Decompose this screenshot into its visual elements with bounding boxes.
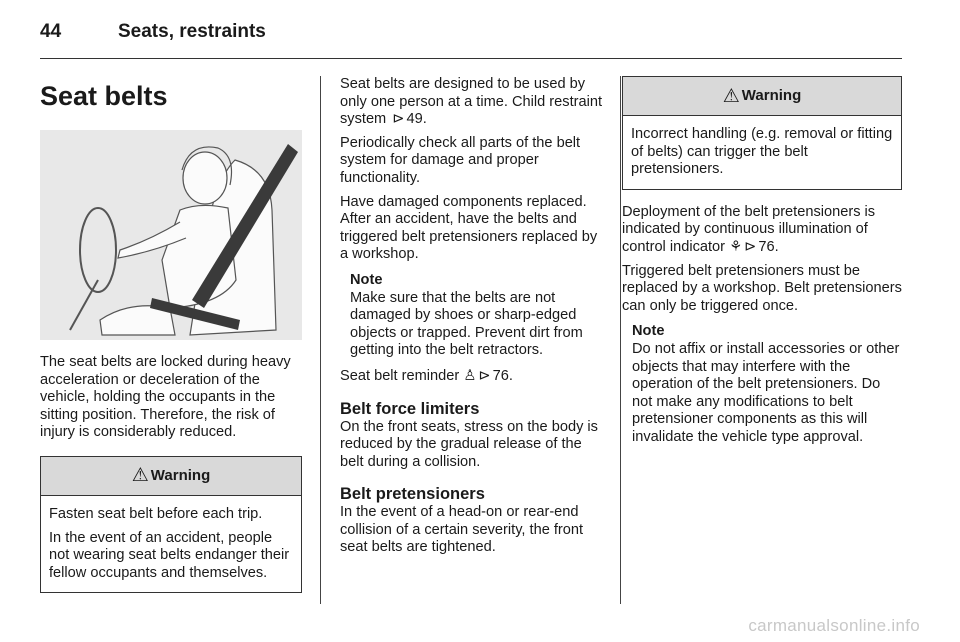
paragraph: Periodically check all parts of the belt system for damage and proper functionality. — [340, 134, 581, 186]
reference-arrow-icon: ⊳ — [744, 238, 757, 255]
warning-body — [41, 496, 301, 592]
reference-arrow-icon: ⊳ — [478, 367, 491, 384]
page-reference: 76. — [492, 367, 513, 384]
paragraph: On the front seats, stress on the body is reduced by the gradual release of the belt during a collision. — [340, 418, 598, 470]
reference-arrow-icon: ⊳ — [392, 111, 405, 128]
paragraph: Triggered belt pretensioners must be replaced by a workshop. Belt pretensioners can only be triggered once. — [622, 262, 902, 314]
note-title: Note — [350, 271, 383, 288]
column-divider — [620, 76, 621, 604]
warning-triangle-icon: ⚠ — [131, 465, 149, 487]
paragraph: Seat belts are designed to be used by only one person at a time. Child restraint system ⊳ 49. — [340, 76, 603, 128]
airbag-indicator-icon: ⚘ — [729, 238, 743, 255]
intro-paragraph: The seat belts are locked during heavy acceleration or deceleration of the vehicle, holding the occupants in the sitting position. Therefore, the risk of injury is considerably reduced. — [40, 354, 291, 441]
column-divider — [320, 76, 321, 604]
column-3 — [622, 76, 902, 447]
subheading: Belt pretensioners — [340, 485, 485, 504]
column-2 — [340, 76, 604, 557]
warning-heading: Warning — [741, 87, 802, 105]
page-reference: 49. — [406, 111, 427, 128]
warning-header — [41, 457, 301, 496]
note-title: Note — [632, 323, 665, 340]
seatbelt-reminder-icon: ♙ — [463, 367, 477, 384]
warning-header — [623, 77, 901, 116]
paragraph: In the event of a head-on or rear-end collision of a certain severity, the front seat belts are tightened. — [340, 504, 584, 556]
warning-text: Incorrect handling (e.g. removal or fitting of belts) can trigger the belt pretensioners. — [631, 126, 893, 178]
warning-box — [622, 76, 902, 190]
warning-body — [623, 116, 901, 189]
column-1 — [40, 76, 302, 593]
header-rule — [40, 58, 902, 59]
warning-text: Fasten seat belt before each trip. — [49, 505, 263, 522]
warning-triangle-icon: ⚠ — [722, 85, 740, 107]
section-title: Seats, restraints — [118, 21, 266, 42]
note-text: Do not affix or install accessories or other objects that may interfere with the operation of the belt pretensioners. Do not make any modifications to belt pretensioner components as this will invalidate the vehicle type approval. — [632, 340, 900, 445]
warning-text: In the event of an accident, people not wearing seat belts endanger their fellow occupants and themselves. — [49, 529, 290, 581]
note-text: Make sure that the belts are not damaged by shoes or sharp-edged objects or trapped. Prevent dirt from getting into the belt retractors. — [350, 289, 583, 359]
paragraph: Have damaged components replaced. After an accident, have the belts and triggered belt pretensioners replaced by a workshop. — [340, 193, 598, 263]
subheading: Belt force limiters — [340, 399, 480, 418]
page-title: Seat belts — [40, 81, 168, 111]
paragraph: Seat belt reminder ♙ ⊳ 76. — [340, 367, 513, 384]
page-reference: 76. — [758, 238, 779, 255]
seatbelt-illustration — [40, 130, 302, 340]
warning-heading: Warning — [150, 467, 211, 485]
paragraph: Deployment of the belt pretensioners is indicated by continuous illumination of control indicator ⚘ ⊳ 76. — [622, 203, 876, 255]
note-block — [340, 272, 604, 360]
watermark: carmanualsonline.info — [748, 616, 920, 635]
warning-box — [40, 456, 302, 593]
page-number: 44 — [40, 21, 62, 42]
note-block — [622, 323, 902, 446]
